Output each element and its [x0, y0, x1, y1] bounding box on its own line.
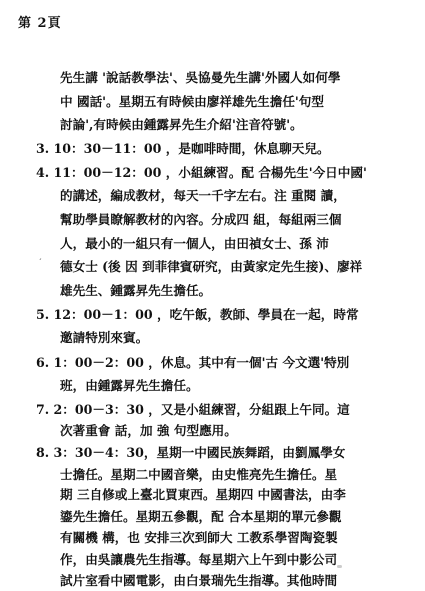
- text-line: 邀請特別來賓。: [60, 330, 149, 345]
- list-item-5: 5. 12：00－1：00 ，吃午飯，教師、學員在一起，時常: [36, 307, 359, 322]
- text-line: 班，由鍾露昇先生擔任。: [60, 378, 199, 393]
- text-line: 作，由吳讓農先生指導。每星期六上午到中影公司: [60, 552, 338, 568]
- list-item-6: 6. 1：00－2：00 ，休息。其中有一個'古 今文選'特別: [36, 355, 350, 370]
- text-line: 先生講 '說話教學法'、吳協曼先生講'外國人如何學: [60, 70, 341, 85]
- margin-mark: ´: [38, 258, 42, 267]
- text-line: 幫助學員瞭解教材的內容。分成四 組，每組兩三個: [60, 212, 342, 227]
- text-line: 德女士 (後 因 到菲律賓研究，由黃家定先生接)、廖祥: [60, 259, 363, 274]
- text-line: 次著重會 話，加 強 句型應用。: [60, 422, 237, 438]
- text-line: 期 三自修或上臺北買東西。星期四 中國書法，由李: [60, 487, 346, 503]
- page-number-header: 第 2頁: [18, 16, 62, 31]
- list-item-8: 8. 3：30－4：30，星期一中國民族舞蹈，由劉鳳學女: [36, 444, 346, 460]
- text-line: 中 國話'。星期五有時候由廖祥雄先生擔任'句型: [60, 94, 324, 109]
- list-item-7: 7. 2：00－3：30 ，又是小組練習，分組跟上午同。這: [36, 401, 350, 417]
- text-line: 有關機 構，也 安排三次到師大 工教系學習陶瓷製: [60, 530, 338, 546]
- text-line: 的講述，編成教材，每天一千字左右。注 重閱 讀，: [60, 188, 346, 203]
- scan-speck: [337, 565, 342, 568]
- list-item-3: 3. 10：30－11：00 ，是咖啡時間，休息聊天兒。: [36, 141, 330, 156]
- text-line: 鎏先生擔任。星期五參觀，配 合本星期的單元參觀: [60, 509, 342, 525]
- text-line: 人，最小的一組只有一個人，由田禎女士、孫 沛: [60, 236, 329, 251]
- text-line: 討論',有時候由鍾露昇先生介紹'注音符號'。: [60, 117, 303, 132]
- text-line: 士擔任。星期二中國音樂，由史惟亮先生擔任。星: [60, 466, 338, 482]
- text-line: 雄先生、鍾露昇先生擔任。: [60, 283, 212, 298]
- list-item-4: 4. 11：00－12：00 ，小組練習。配 合楊先生'今日中國': [36, 165, 367, 180]
- text-line: 試片室看中國電影，由白景瑞先生指導。其他時間: [60, 573, 338, 588]
